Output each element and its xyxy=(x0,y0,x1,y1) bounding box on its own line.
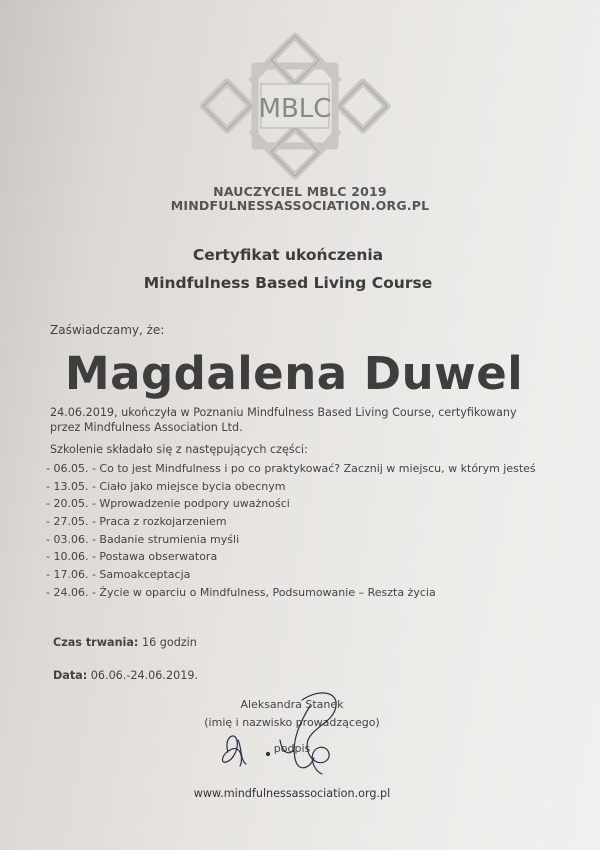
handwritten-signature xyxy=(210,682,360,777)
duration-value: 16 godzin xyxy=(138,636,197,649)
session-item: - 20.05. - Wprowadzenie podpory uważności xyxy=(46,497,290,511)
date-value: 06.06.-24.06.2019. xyxy=(87,669,199,682)
footer-website: www.mindfulnessassociation.org.pl xyxy=(193,787,391,800)
sessions-intro: Szkolenie składało się z następujących części: xyxy=(50,443,308,456)
session-item: - 27.05. - Praca z rozkojarzeniem xyxy=(46,515,227,529)
signature-label: podpis xyxy=(273,742,311,755)
certificate-title: Certyfikat ukończenia xyxy=(192,246,384,264)
logo-text: MBLC xyxy=(258,94,332,124)
session-item: - 13.05. - Ciało jako miejsce bycia obecnym xyxy=(46,479,286,493)
course-date xyxy=(53,669,198,682)
certify-text: Zaświadczamy, że: xyxy=(50,323,165,337)
sessions-list xyxy=(46,460,536,602)
duration-label: Czas trwania: xyxy=(53,636,139,649)
session-item: - 06.05. - Co to jest Mindfulness i po co praktykować? Zacznij w miejscu, w którym jesteś xyxy=(46,462,536,475)
mblc-logo xyxy=(195,30,395,182)
signer-name: Aleksandra Stanek xyxy=(240,698,344,711)
recipient-name: Magdalena Duwel xyxy=(64,347,524,400)
completion-text: 24.06.2019, ukończyła w Poznaniu Mindfulness Based Living Course, certyfikowany przez Mindfulness Association Ltd. xyxy=(50,406,517,434)
session-item: - 24.06. - Życie w oparciu o Mindfulness, Podsumowanie – Reszta życia xyxy=(46,585,436,599)
session-item: - 03.06. - Badanie strumienia myśli xyxy=(46,532,240,546)
course-title: Mindfulness Based Living Course xyxy=(143,274,433,292)
tagline-website: MINDFULNESSASSOCIATION.ORG.PL xyxy=(170,198,430,213)
signer-role: (imię i nazwisko prowadzącego) xyxy=(204,716,380,729)
session-item: - 10.06. - Postawa obserwatora xyxy=(46,550,218,564)
duration xyxy=(53,636,197,649)
date-label: Data: xyxy=(53,669,88,682)
session-item: - 17.06. - Samoakceptacja xyxy=(46,568,191,582)
tagline-teacher: NAUCZYCIEL MBLC 2019 xyxy=(213,184,387,199)
